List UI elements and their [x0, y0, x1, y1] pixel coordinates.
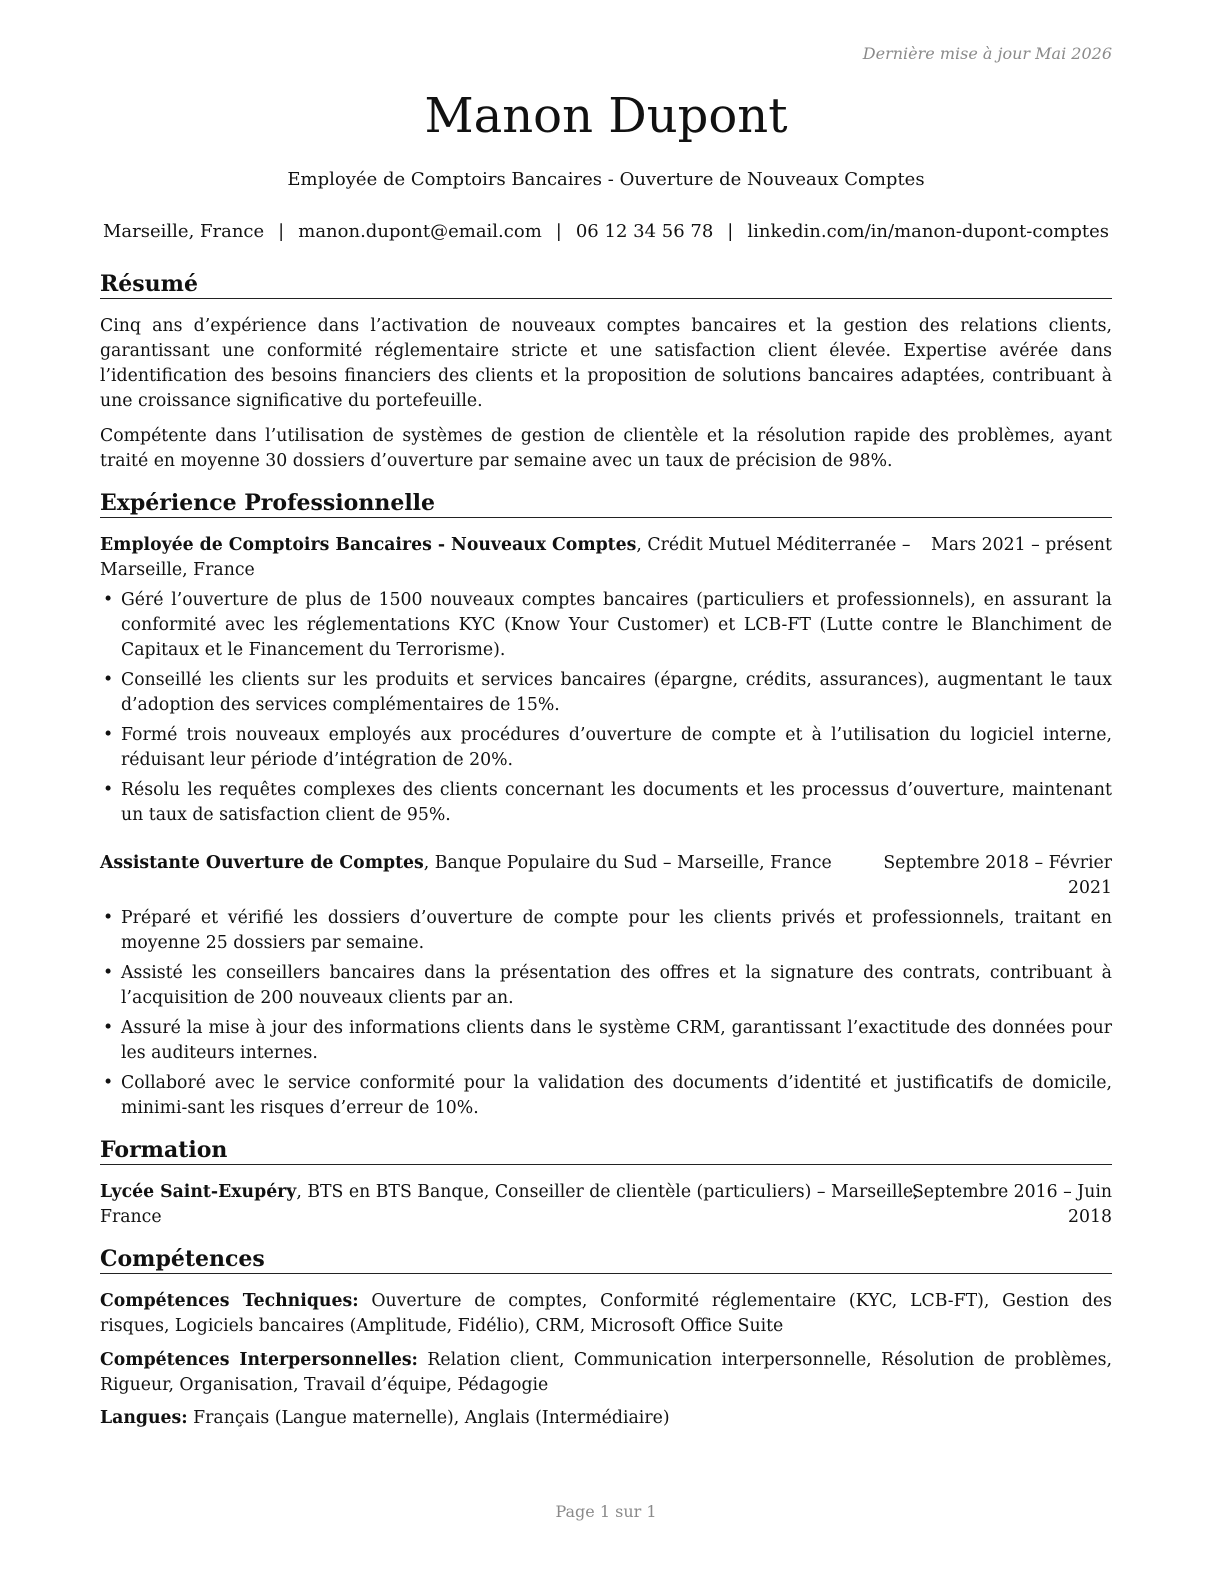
- education-dates-end: 2018: [1068, 1207, 1112, 1227]
- job-employer-location: Marseille, France: [100, 560, 255, 580]
- education-school: Lycée Saint-Exupéry: [100, 1182, 297, 1202]
- education-detail: , BTS en BTS Banque, Conseiller de clientèle (particuliers) – Marseille,: [296, 1182, 919, 1202]
- list-item: [100, 588, 1112, 663]
- job-header: [100, 851, 1112, 901]
- contact-separator: |: [555, 221, 562, 242]
- resume-page: [100, 0, 1112, 1584]
- list-item: [100, 1071, 1112, 1121]
- education-dates-start: Septembre 2016 – Juin: [911, 1182, 1112, 1202]
- bullet-text: Formé trois nouveaux employés aux procédures d’ouverture de compte et à l’utilisation du logiciel interne, réduisant leur période d’intégration de 20%.: [121, 725, 1112, 770]
- bullet-text: Résolu les requêtes complexes des clients concernant les documents et les processus d’ouverture, maintenant un taux de satisfaction client de 95%.: [121, 780, 1112, 825]
- skill-value: Français (Langue maternelle), Anglais (Intermédiaire): [187, 1408, 670, 1428]
- contact-separator: |: [278, 221, 285, 242]
- bullet-text: Collaboré avec le service conformité pour la validation des documents d’identité et justificatifs de domicile, minimi-sant les risques d’erreur de 10%.: [121, 1073, 1112, 1118]
- bullet-icon: •: [103, 1073, 114, 1093]
- bullet-text: Conseillé les clients sur les produits et services bancaires (épargne, crédits, assurances), augmentant le taux d’adoption des services complémentaires de 15%.: [121, 670, 1112, 715]
- bullet-icon: •: [103, 963, 114, 983]
- job-dates-end: 2021: [1068, 878, 1112, 898]
- list-item: [100, 1016, 1112, 1066]
- skill-group: [100, 1289, 1112, 1339]
- job-bullets: [100, 588, 1112, 833]
- bullet-icon: •: [103, 908, 114, 928]
- job-dates-start: Septembre 2018 – Février: [883, 853, 1112, 873]
- education-line: [100, 1180, 919, 1230]
- list-item: [100, 906, 1112, 956]
- education-dates: [912, 1180, 1112, 1230]
- skill-group: [100, 1348, 1112, 1398]
- bullet-icon: •: [103, 670, 114, 690]
- job-bullets: [100, 906, 1112, 1126]
- summary-paragraph: Cinq ans d’expérience dans l’activation de nouveaux comptes bancaires et la gestion des relations clients, garantissant une conformité réglementaire stricte et une satisfaction client élevée. Expertise avérée dans l’identification des besoins financiers des clients et la proposition de solutions bancaires adaptées, contribuant à une croissance significative du portefeuille.: [100, 316, 1112, 411]
- bullet-text: Géré l’ouverture de plus de 1500 nouveaux comptes bancaires (particuliers et professionnels), en assurant la conformité avec les réglementations KYC (Know Your Customer) et LCB-FT (Lutte contre le Blanchiment de Capitaux et le Financement du Terrorisme).: [121, 590, 1112, 660]
- list-item: [100, 778, 1112, 828]
- section-title-skills: Compétences: [100, 1245, 1112, 1274]
- skill-value: Relation client, Communication interpersonnelle, Résolution de problèmes, Rigueur, Organisation, Travail d’équipe, Pédagogie: [100, 1350, 1112, 1395]
- contact-line: [70, 220, 1142, 244]
- contact-phone: 06 12 34 56 78: [575, 221, 714, 242]
- contact-location: Marseille, France: [102, 221, 265, 242]
- contact-linkedin[interactable]: linkedin.com/in/manon-dupont-comptes: [747, 221, 1110, 242]
- education-entry: [100, 1180, 1112, 1230]
- skill-label: Langues:: [100, 1408, 188, 1428]
- job-role: Employée de Comptoirs Bancaires - Nouveaux Comptes: [100, 535, 637, 555]
- contact-email[interactable]: manon.dupont@email.com: [298, 221, 542, 242]
- skill-label: Compétences Interpersonnelles:: [100, 1350, 418, 1370]
- section-title-experience: Expérience Professionnelle: [100, 489, 1112, 518]
- bullet-text: Préparé et vérifié les dossiers d’ouverture de compte pour les clients privés et professionnels, traitant en moyenne 25 dossiers par semaine.: [121, 908, 1112, 953]
- last-updated: Dernière mise à jour Mai 2026: [862, 44, 1112, 63]
- bullet-icon: •: [103, 590, 114, 610]
- bullet-icon: •: [103, 725, 114, 745]
- job-dates: Mars 2021 – présent: [931, 535, 1112, 555]
- list-item: [100, 668, 1112, 718]
- education-location: France: [100, 1207, 162, 1227]
- job-dates: [883, 851, 1112, 901]
- section-title-education: Formation: [100, 1136, 1112, 1165]
- job-header: [100, 533, 1112, 583]
- candidate-headline: Employée de Comptoirs Bancaires - Ouverture de Nouveaux Comptes: [287, 169, 925, 190]
- list-item: [100, 961, 1112, 1011]
- bullet-text: Assuré la mise à jour des informations clients dans le système CRM, garantissant l’exactitude des données pour les auditeurs internes.: [121, 1018, 1112, 1063]
- summary-paragraph: Compétente dans l’utilisation de systèmes de gestion de clientèle et la résolution rapide des problèmes, ayant traité en moyenne 30 dossiers d’ouverture par semaine avec un taux de précision de 98%.: [100, 426, 1112, 471]
- job-employer: , Banque Populaire du Sud – Marseille, France: [423, 853, 832, 873]
- contact-separator: |: [727, 221, 734, 242]
- job-role: Assistante Ouverture de Comptes: [100, 853, 424, 873]
- job-employer: , Crédit Mutuel Méditerranée –: [636, 535, 911, 555]
- bullet-icon: •: [103, 780, 114, 800]
- skill-label: Compétences Techniques:: [100, 1291, 359, 1311]
- section-title-summary: Résumé: [100, 270, 1112, 299]
- list-item: [100, 723, 1112, 773]
- job-title-line: [100, 851, 832, 876]
- skill-value: Ouverture de comptes, Conformité réglementaire (KYC, LCB-FT), Gestion des risques, Logiciels bancaires (Amplitude, Fidélio), CRM, Microsoft Office Suite: [100, 1291, 1112, 1336]
- candidate-name: Manon Dupont: [424, 88, 788, 144]
- bullet-icon: •: [103, 1018, 114, 1038]
- skill-group: [100, 1406, 1112, 1431]
- bullet-text: Assisté les conseillers bancaires dans la présentation des offres et la signature des contrats, contribuant à l’acquisition de 200 nouveaux clients par an.: [121, 963, 1112, 1008]
- page-number: Page 1 sur 1: [555, 1502, 657, 1521]
- job-title-line: [100, 533, 911, 583]
